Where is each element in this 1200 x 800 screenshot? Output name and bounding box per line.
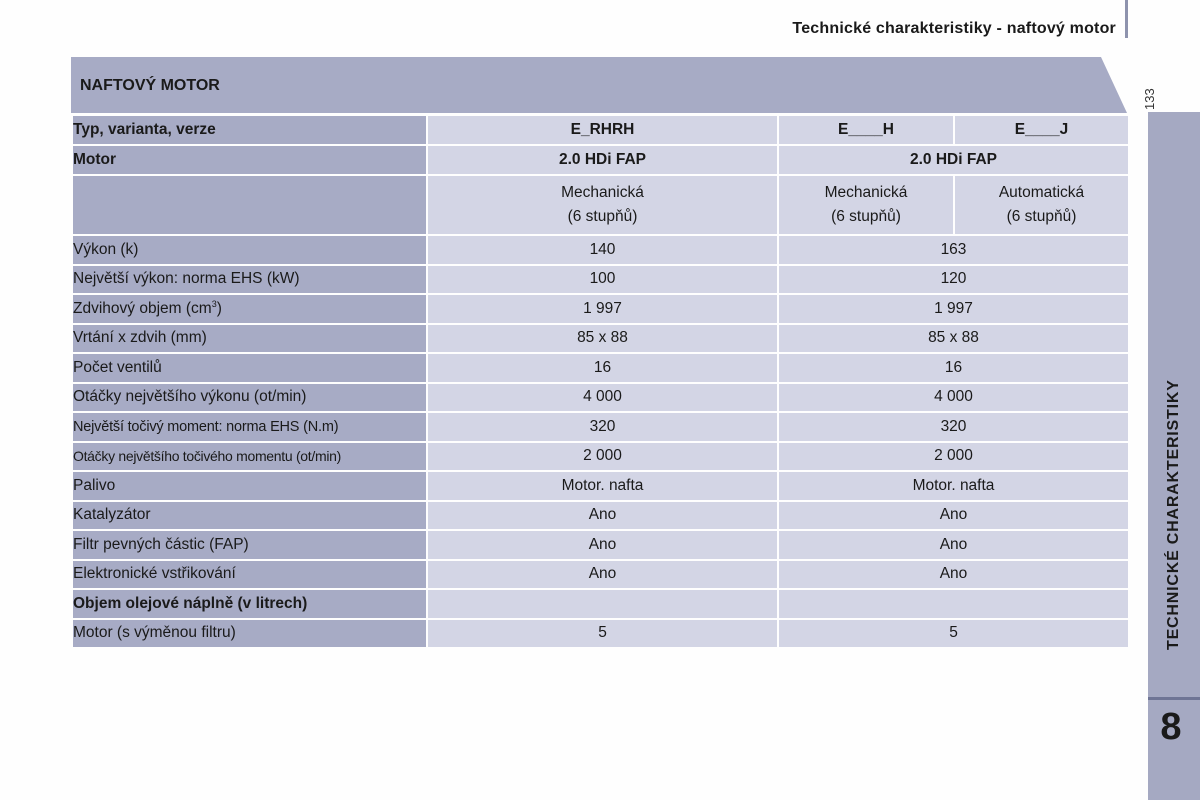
spec-label: Největší točivý moment: norma EHS (N.m) bbox=[72, 412, 427, 442]
motor-label: Motor bbox=[72, 145, 427, 175]
transmission-col-1-type: Mechanická bbox=[561, 184, 644, 201]
transmission-col-1 bbox=[427, 175, 778, 235]
spec-value-col-2-3: 4 000 bbox=[778, 383, 1129, 413]
spec-value-col-1: Motor. nafta bbox=[427, 471, 778, 501]
type-label: Typ, varianta, verze bbox=[72, 115, 427, 145]
spec-value-col-1: 1 997 bbox=[427, 294, 778, 324]
oil-heading: Objem olejové náplně (v litrech) bbox=[72, 589, 427, 619]
spec-row bbox=[72, 383, 1129, 413]
spec-value-col-1: Ano bbox=[427, 560, 778, 590]
spec-value-col-2-3: Ano bbox=[778, 560, 1129, 590]
spec-value-col-2-3: Motor. nafta bbox=[778, 471, 1129, 501]
oil-value-col-2-3: 5 bbox=[778, 619, 1129, 649]
spec-value-col-2-3: Ano bbox=[778, 530, 1129, 560]
spec-value-col-2-3: 163 bbox=[778, 235, 1129, 265]
spec-value-col-1: 2 000 bbox=[427, 442, 778, 472]
oil-label: Motor (s výměnou filtru) bbox=[72, 619, 427, 649]
spec-row bbox=[72, 530, 1129, 560]
transmission-col-1-gears: (6 stupňů) bbox=[567, 208, 638, 225]
motor-col-2-3: 2.0 HDi FAP bbox=[778, 145, 1129, 175]
spec-label: Vrtání x zdvih (mm) bbox=[72, 324, 427, 354]
spec-row bbox=[72, 353, 1129, 383]
oil-heading-empty-col-1 bbox=[427, 589, 778, 619]
type-col-1: E_RHRH bbox=[427, 115, 778, 145]
spec-value-col-1: Ano bbox=[427, 530, 778, 560]
spec-value-col-2-3: 320 bbox=[778, 412, 1129, 442]
transmission-col-3-gears: (6 stupňů) bbox=[1006, 208, 1077, 225]
spec-value-col-1: 85 x 88 bbox=[427, 324, 778, 354]
section-title: NAFTOVÝ MOTOR bbox=[80, 77, 220, 94]
transmission-col-2 bbox=[778, 175, 954, 235]
spec-row bbox=[72, 324, 1129, 354]
spec-label: Otáčky největšího točivého momentu (ot/min) bbox=[72, 442, 427, 472]
type-row bbox=[72, 115, 1129, 145]
spec-label: Palivo bbox=[72, 471, 427, 501]
spec-row bbox=[72, 294, 1129, 324]
engine-spec-table bbox=[71, 114, 1130, 649]
transmission-col-2-type: Mechanická bbox=[824, 184, 908, 201]
spec-label: Otáčky největšího výkonu (ot/min) bbox=[72, 383, 427, 413]
oil-row bbox=[72, 619, 1129, 649]
spec-row bbox=[72, 235, 1129, 265]
spec-value-col-1: 100 bbox=[427, 265, 778, 295]
type-col-2: E____H bbox=[778, 115, 954, 145]
spec-row bbox=[72, 501, 1129, 531]
spec-value-col-2-3: 2 000 bbox=[778, 442, 1129, 472]
spec-row bbox=[72, 265, 1129, 295]
spec-value-col-1: 16 bbox=[427, 353, 778, 383]
transmission-col-2-gears: (6 stupňů) bbox=[831, 208, 901, 225]
spec-row bbox=[72, 471, 1129, 501]
chapter-tab-label: TECHNICKÉ CHARAKTERISTIKY bbox=[1165, 379, 1182, 651]
spec-label-superscript: 3 bbox=[211, 299, 217, 310]
spec-value-col-1: 320 bbox=[427, 412, 778, 442]
oil-heading-row bbox=[72, 589, 1129, 619]
spec-row bbox=[72, 412, 1129, 442]
motor-row bbox=[72, 145, 1129, 175]
spec-value-col-2-3: 85 x 88 bbox=[778, 324, 1129, 354]
page-header-title: Technické charakteristiky - naftový motor bbox=[792, 20, 1116, 37]
transmission-col-3 bbox=[954, 175, 1129, 235]
spec-label: Největší výkon: norma EHS (kW) bbox=[72, 265, 427, 295]
chapter-tab-divider bbox=[1148, 697, 1200, 700]
page-number: 133 bbox=[1142, 88, 1157, 110]
transmission-row bbox=[72, 175, 1129, 235]
spec-value-col-2-3: Ano bbox=[778, 501, 1129, 531]
spec-value-col-2-3: 120 bbox=[778, 265, 1129, 295]
header-divider bbox=[1125, 0, 1128, 38]
chapter-number: 8 bbox=[1160, 706, 1182, 748]
spec-value-col-1: 4 000 bbox=[427, 383, 778, 413]
transmission-label-empty bbox=[72, 175, 427, 235]
spec-label: Elektronické vstřikování bbox=[72, 560, 427, 590]
spec-label: Filtr pevných částic (FAP) bbox=[72, 530, 427, 560]
section-banner bbox=[71, 57, 1127, 113]
spec-label: Katalyzátor bbox=[72, 501, 427, 531]
spec-value-col-1: 140 bbox=[427, 235, 778, 265]
spec-value-col-2-3: 1 997 bbox=[778, 294, 1129, 324]
spec-row bbox=[72, 560, 1129, 590]
spec-label bbox=[72, 294, 427, 324]
spec-value-col-1: Ano bbox=[427, 501, 778, 531]
spec-label: Výkon (k) bbox=[72, 235, 427, 265]
spec-label: Počet ventilů bbox=[72, 353, 427, 383]
motor-col-1: 2.0 HDi FAP bbox=[427, 145, 778, 175]
spec-value-col-2-3: 16 bbox=[778, 353, 1129, 383]
oil-heading-empty-col-2-3 bbox=[778, 589, 1129, 619]
transmission-col-3-type: Automatická bbox=[998, 184, 1085, 201]
oil-value-col-1: 5 bbox=[427, 619, 778, 649]
type-col-3: E____J bbox=[954, 115, 1129, 145]
spec-row bbox=[72, 442, 1129, 472]
spec-label-text: Zdvihový objem (cm bbox=[73, 300, 212, 318]
spec-label-end: ) bbox=[216, 300, 222, 318]
